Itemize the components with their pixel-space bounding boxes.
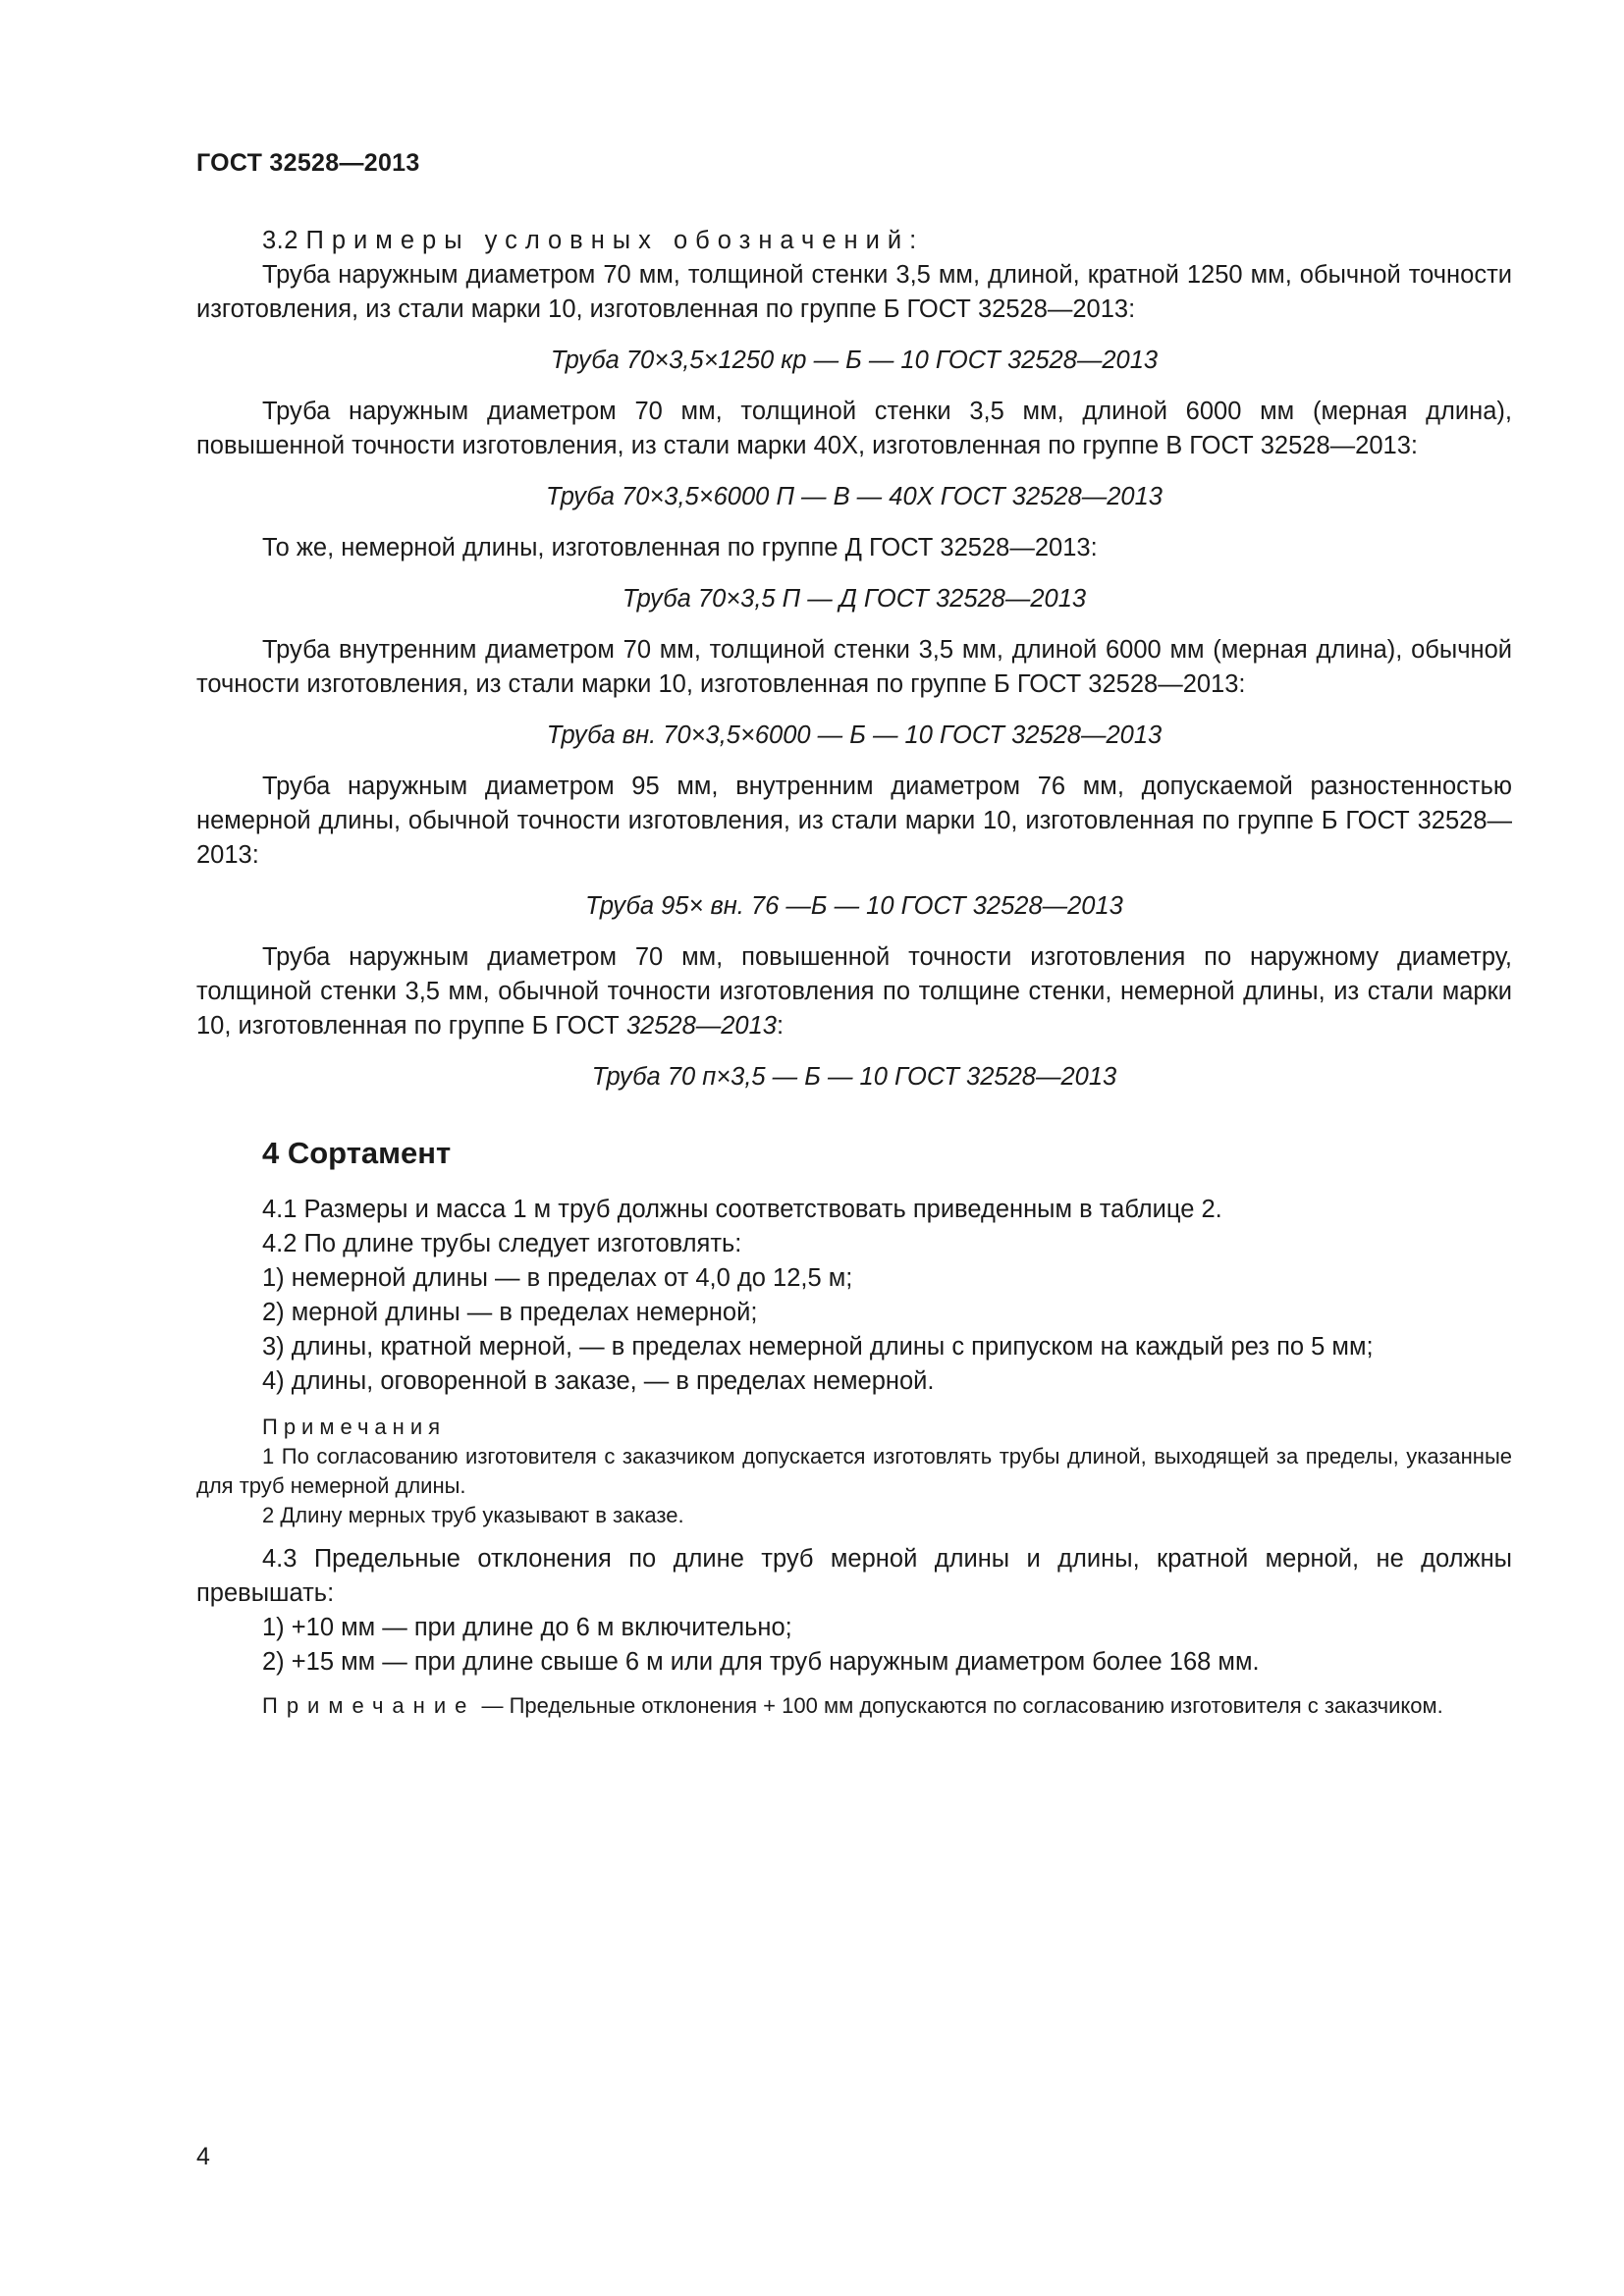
subsection-number: 3.2	[262, 227, 298, 254]
example-5-designation: Труба 95× вн. 76 —Б — 10 ГОСТ 32528—2013	[585, 892, 1123, 920]
subsection-title: Примеры условных обозначений:	[305, 227, 925, 254]
note-1: 1 По согласованию изготовителя с заказчиком допускается изготовлять трубы длиной, выходящей за пределы, указанные для труб немерной длины.	[196, 1444, 1512, 1498]
example-5-description: Труба наружным диаметром 95 мм, внутренним диаметром 76 мм, допускаемой разностенностью немерной длины, обычной точности изготовления, из стали марки 10, изготовленная по группе Б ГОСТ 32528—2013:	[196, 773, 1512, 869]
length-item-3: 3) длины, кратной мерной, — в пределах немерной длины с припуском на каждый рез по 5 мм;	[262, 1333, 1374, 1361]
length-item-4: 4) длины, оговоренной в заказе, — в пределах немерной.	[262, 1367, 935, 1395]
deviation-item-1: 1) +10 мм — при длине до 6 м включительно;	[262, 1614, 792, 1641]
section-4-title: 4 Сортамент	[262, 1136, 452, 1170]
example-6-description-end: :	[776, 1012, 785, 1040]
example-4-description: Труба внутренним диаметром 70 мм, толщиной стенки 3,5 мм, длиной 6000 мм (мерная длина), обычной точности изготовления, из стали марки 10, изготовленная по группе Б ГОСТ 32528—2013:	[196, 636, 1512, 698]
example-1-designation: Труба 70×3,5×1250 кр — Б — 10 ГОСТ 32528—2013	[550, 347, 1159, 374]
final-note-text: — Предельные отклонения + 100 мм допускаются по согласованию изготовителя с заказчиком.	[475, 1693, 1443, 1718]
deviation-item-2: 2) +15 мм — при длине свыше 6 м или для труб наружным диаметром более 168 мм.	[262, 1648, 1260, 1676]
example-3-designation: Труба 70×3,5 П — Д ГОСТ 32528—2013	[622, 585, 1087, 613]
final-note-label: Примечание	[262, 1693, 476, 1718]
example-6-description-text: Труба наружным диаметром 70 мм, повышенной точности изготовления по наружному диаметру, толщиной стенки 3,5 мм, обычной точности изготовления по толщине стенки, немерной длины, из стали марки 10, изготовленная по группе Б ГОСТ	[196, 943, 1512, 1040]
example-1-description: Труба наружным диаметром 70 мм, толщиной стенки 3,5 мм, длиной, кратной 1250 мм, обычной точности изготовления, из стали марки 10, изготовленная по группе Б ГОСТ 32528—2013:	[196, 261, 1512, 323]
length-item-1: 1) немерной длины — в пределах от 4,0 до 12,5 м;	[262, 1264, 853, 1292]
subsection-3-2-heading	[196, 224, 1512, 258]
paragraph-4-1: 4.1 Размеры и масса 1 м труб должны соответствовать приведенным в таблице 2.	[262, 1196, 1222, 1223]
length-item-2: 2) мерной длины — в пределах немерной;	[262, 1299, 758, 1326]
page-content	[196, 224, 1512, 1721]
example-4-designation: Труба вн. 70×3,5×6000 — Б — 10 ГОСТ 32528—2013	[546, 721, 1163, 749]
running-header-standard-code: ГОСТ 32528—2013	[196, 149, 420, 177]
example-6-description-italic: 32528—2013	[625, 1012, 777, 1040]
example-3-description: То же, немерной длины, изготовленная по группе Д ГОСТ 32528—2013:	[262, 534, 1098, 561]
page-number: 4	[196, 2143, 210, 2170]
final-note	[196, 1691, 1512, 1721]
example-6-description	[196, 940, 1512, 1043]
note-2: 2 Длину мерных труб указывают в заказе.	[262, 1503, 684, 1527]
example-6-designation: Труба 70 п×3,5 — Б — 10 ГОСТ 32528—2013	[591, 1063, 1117, 1091]
notes-heading: Примечания	[262, 1415, 447, 1439]
example-2-description: Труба наружным диаметром 70 мм, толщиной стенки 3,5 мм, длиной 6000 мм (мерная длина), повышенной точности изготовления, из стали марки 40Х, изготовленная по группе В ГОСТ 32528—2013:	[196, 398, 1512, 459]
example-2-designation: Труба 70×3,5×6000 П — В — 40Х ГОСТ 32528—2013	[546, 483, 1163, 510]
paragraph-4-3: 4.3 Предельные отклонения по длине труб мерной длины и длины, кратной мерной, не должны превышать:	[196, 1545, 1512, 1607]
paragraph-4-2: 4.2 По длине трубы следует изготовлять:	[262, 1230, 742, 1257]
